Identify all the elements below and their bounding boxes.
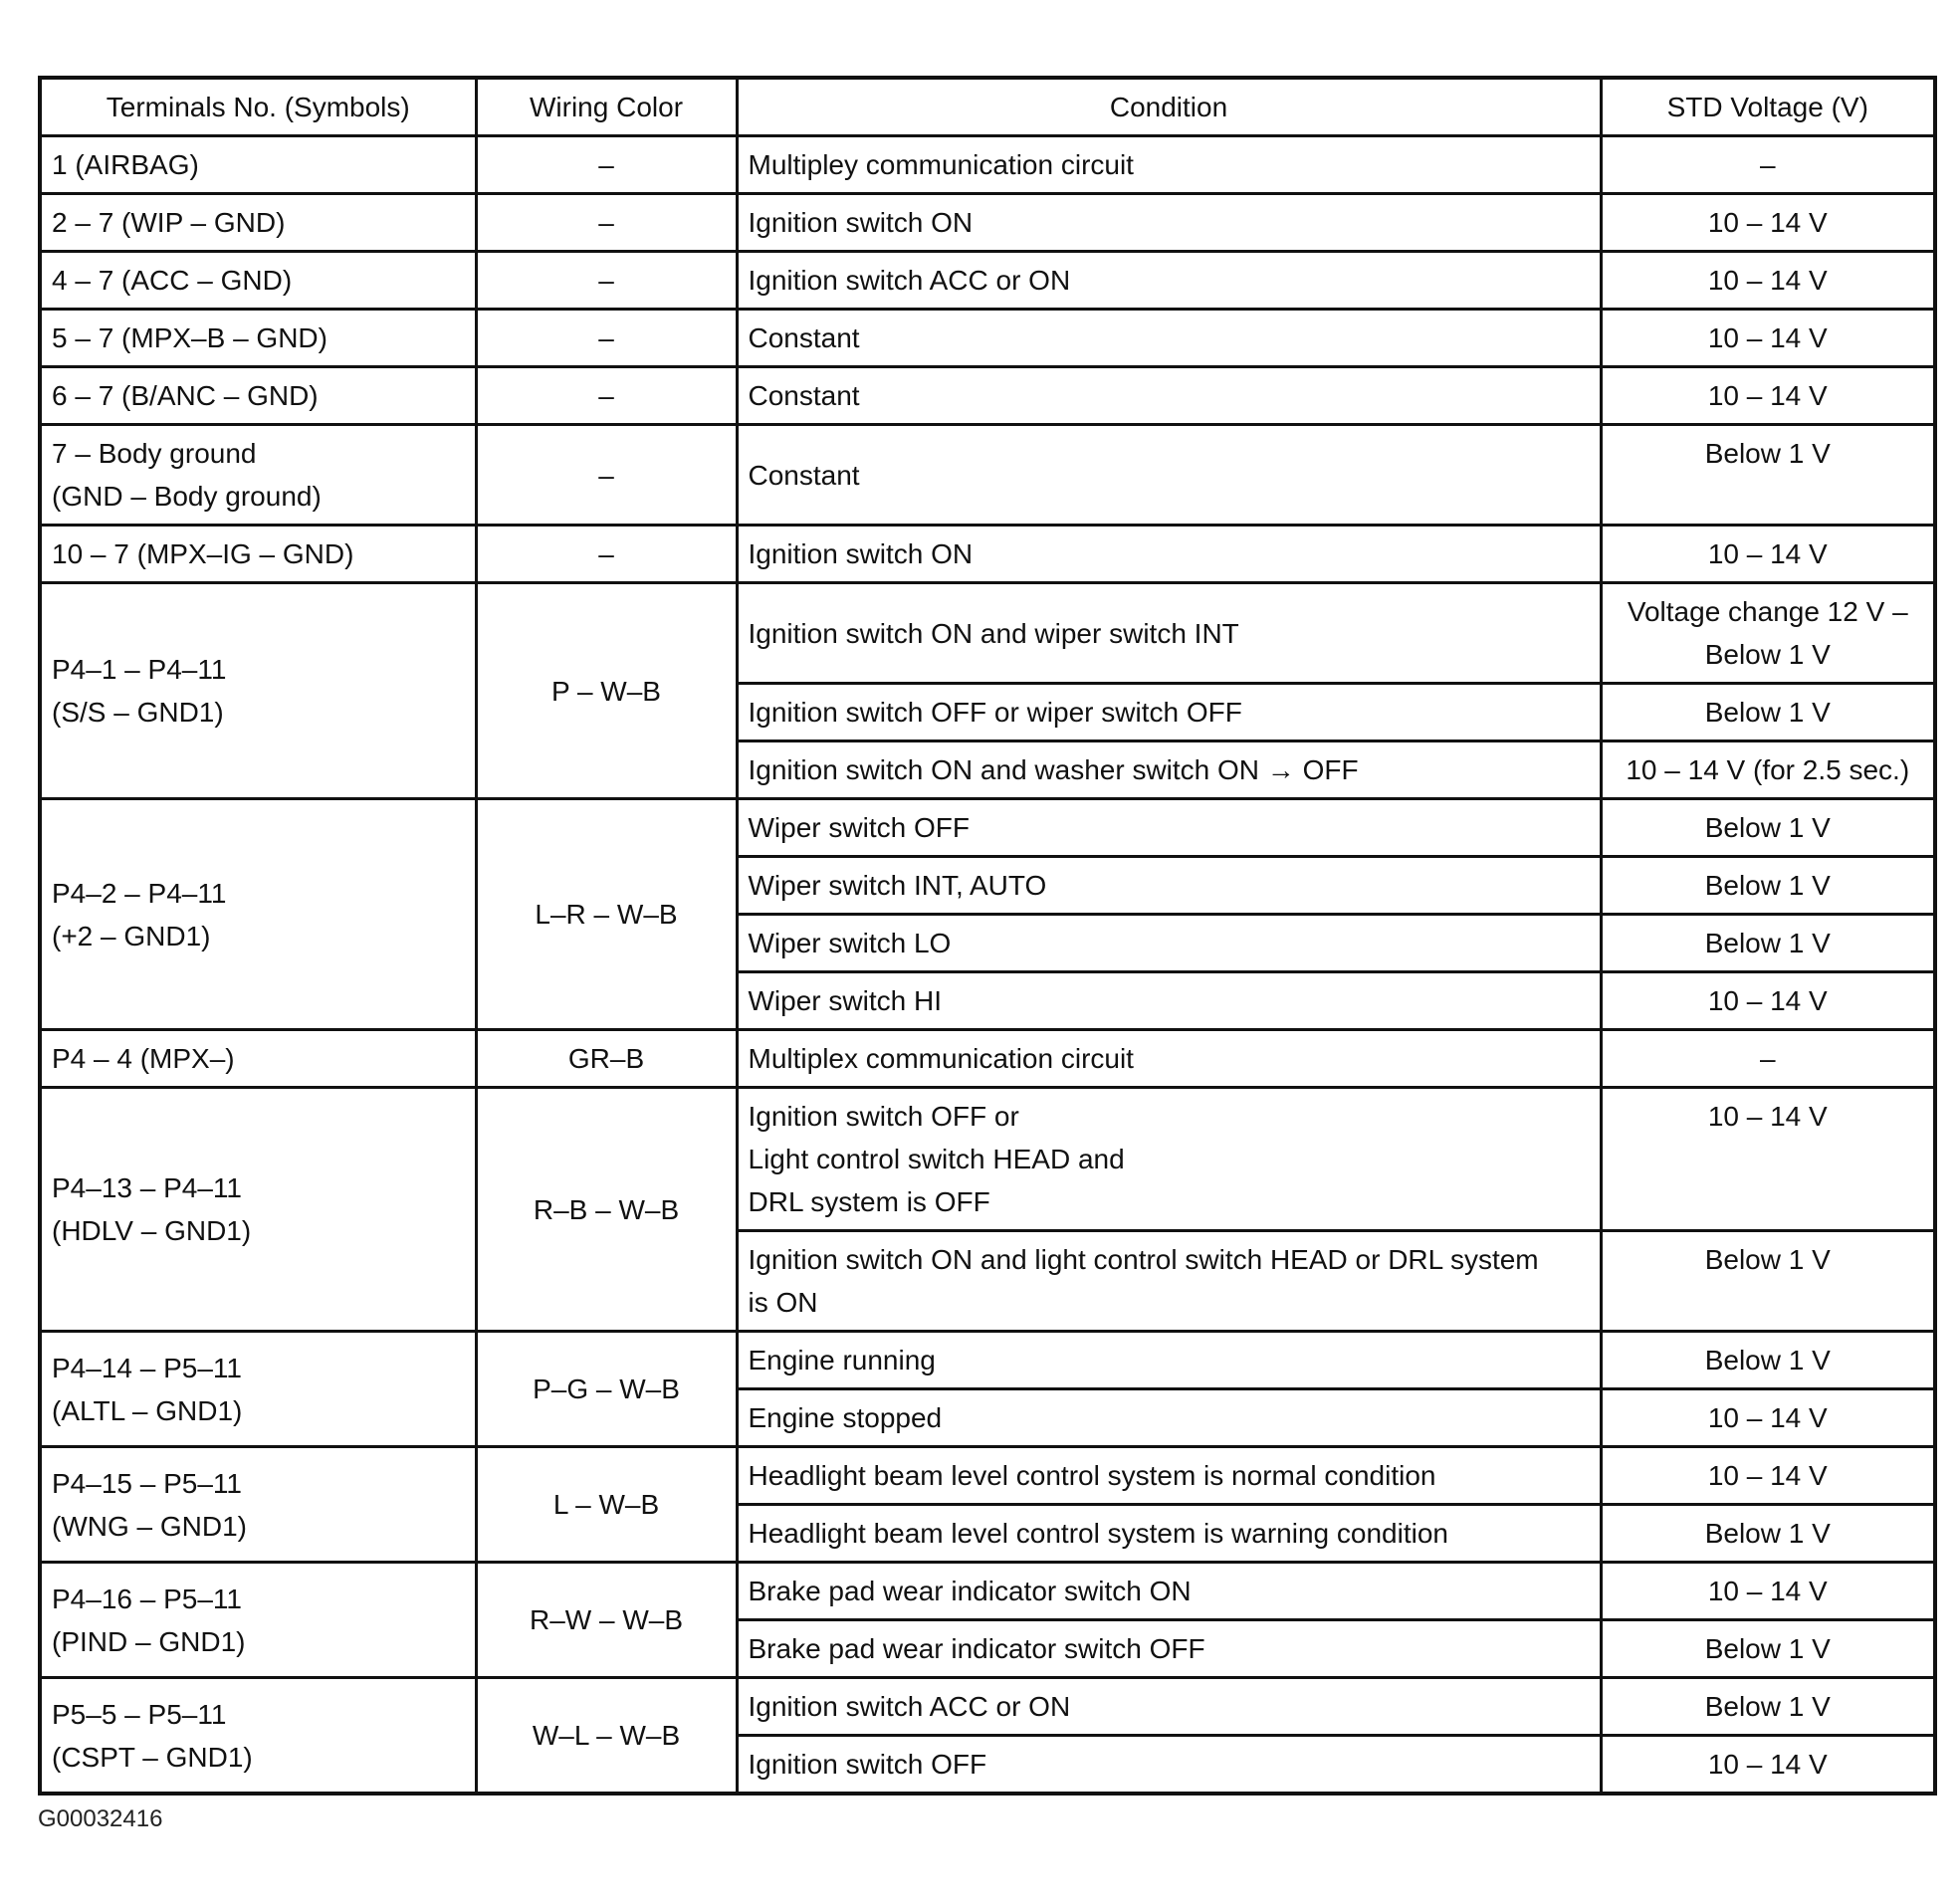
terminal-cell <box>40 1563 476 1678</box>
table-row <box>40 194 1935 252</box>
terminal-cell <box>40 1030 476 1088</box>
table-row <box>40 1332 1935 1389</box>
terminal-cell <box>40 425 476 526</box>
condition-cell <box>737 136 1601 194</box>
cell-line: Ignition switch OFF <box>748 1749 987 1780</box>
terminal-cell <box>40 526 476 583</box>
std-voltage-cell <box>1601 972 1935 1030</box>
std-voltage-cell <box>1601 136 1935 194</box>
condition-cell <box>737 972 1601 1030</box>
std-voltage-cell <box>1601 367 1935 425</box>
cell-line: Ignition switch OFF or <box>748 1101 1019 1132</box>
condition-cell <box>737 1736 1601 1795</box>
cell-line: 10 – 14 V <box>1707 265 1828 296</box>
table-body <box>40 136 1935 1795</box>
cell-line: Ignition switch ON and light control switch HEAD or DRL system <box>748 1244 1539 1275</box>
cell-line: Light control switch HEAD and <box>748 1144 1125 1174</box>
table-row <box>40 1088 1935 1231</box>
figure-id: G00032416 <box>38 1805 163 1832</box>
table-row <box>40 136 1935 194</box>
wiring-color-cell: R–W – W–B <box>476 1563 737 1678</box>
wiring-color-cell: – <box>476 136 737 194</box>
cell-line: Constant <box>748 459 860 491</box>
cell-line: (PIND – GND1) <box>52 1625 246 1657</box>
condition-cell <box>737 1332 1601 1389</box>
cell-line: 10 – 14 V <box>1707 985 1828 1016</box>
cell-line: (WNG – GND1) <box>52 1510 247 1542</box>
wiring-color-cell: – <box>476 194 737 252</box>
terminal-voltage-table <box>38 76 1937 1796</box>
cell-line: 10 – 14 V <box>1707 1101 1828 1132</box>
std-voltage-cell <box>1601 252 1935 310</box>
std-voltage-cell <box>1601 1563 1935 1620</box>
cell-line: Below 1 V <box>1704 1691 1831 1722</box>
condition-cell <box>737 1678 1601 1736</box>
cell-line: 10 – 14 V <box>1707 1576 1828 1606</box>
condition-cell <box>737 799 1601 857</box>
cell-line: – <box>1759 149 1776 180</box>
cell-line: Below 1 V <box>1704 870 1831 901</box>
cell-line: 10 – 7 (MPX–IG – GND) <box>52 538 354 569</box>
std-voltage-cell <box>1601 425 1935 526</box>
condition-cell <box>737 1030 1601 1088</box>
cell-line: 10 – 14 V <box>1707 380 1828 411</box>
cell-line: Brake pad wear indicator switch OFF <box>748 1633 1205 1664</box>
cell-line: P4–1 – P4–11 <box>52 654 227 685</box>
cell-line: 4 – 7 (ACC – GND) <box>52 265 293 296</box>
wiring-color-cell: R–B – W–B <box>476 1088 737 1332</box>
cell-line: Ignition switch ACC or ON <box>748 265 1071 296</box>
condition-cell <box>737 1563 1601 1620</box>
wiring-color-cell: P–G – W–B <box>476 1332 737 1447</box>
cell-line: Multiplex communication circuit <box>748 1043 1134 1074</box>
table-row <box>40 1030 1935 1088</box>
cell-line: Multipley communication circuit <box>748 149 1134 180</box>
std-voltage-cell <box>1601 1389 1935 1447</box>
cell-line: Ignition switch ON <box>748 538 974 569</box>
table-row <box>40 425 1935 526</box>
terminal-cell <box>40 799 476 1030</box>
std-voltage-cell <box>1601 741 1935 799</box>
cell-line: Constant <box>748 380 860 411</box>
cell-line: (GND – Body ground) <box>52 481 322 512</box>
wiring-color-cell: – <box>476 310 737 367</box>
table-row <box>40 583 1935 684</box>
wiring-color-cell: – <box>476 526 737 583</box>
std-voltage-cell <box>1601 583 1935 684</box>
cell-line: – <box>1759 1043 1776 1074</box>
cell-line: P5–5 – P5–11 <box>52 1698 227 1730</box>
cell-line: Voltage change 12 V – <box>1627 596 1908 627</box>
condition-cell <box>737 1088 1601 1231</box>
terminal-cell <box>40 252 476 310</box>
std-voltage-cell <box>1601 1736 1935 1795</box>
wiring-color-cell: W–L – W–B <box>476 1678 737 1795</box>
std-voltage-cell <box>1601 915 1935 972</box>
cell-line: 10 – 14 V <box>1707 207 1828 238</box>
std-voltage-cell <box>1601 1447 1935 1505</box>
cell-line: Below 1 V <box>1704 1633 1831 1664</box>
table-row <box>40 1447 1935 1505</box>
std-voltage-cell <box>1601 310 1935 367</box>
wiring-color-cell: – <box>476 367 737 425</box>
terminal-cell <box>40 310 476 367</box>
cell-line: P4 – 4 (MPX–) <box>52 1043 235 1074</box>
header-wiring-color: Wiring Color <box>476 78 737 136</box>
cell-line: Below 1 V <box>1704 812 1831 843</box>
std-voltage-cell <box>1601 684 1935 741</box>
condition-cell <box>737 526 1601 583</box>
terminal-cell <box>40 194 476 252</box>
cell-line: 7 – Body ground <box>52 438 257 469</box>
cell-line: Wiper switch LO <box>748 928 952 958</box>
wiring-color-cell: L – W–B <box>476 1447 737 1563</box>
std-voltage-cell <box>1601 857 1935 915</box>
cell-line: P4–15 – P5–11 <box>52 1467 242 1499</box>
std-voltage-cell <box>1601 194 1935 252</box>
terminal-cell <box>40 1447 476 1563</box>
condition-cell <box>737 583 1601 684</box>
cell-line: 10 – 14 V (for 2.5 sec.) <box>1626 754 1910 785</box>
wiring-color-cell: GR–B <box>476 1030 737 1088</box>
cell-line: Ignition switch OFF or wiper switch OFF <box>748 697 1242 728</box>
condition-cell <box>737 310 1601 367</box>
header-row <box>40 78 1935 136</box>
cell-line: Ignition switch ON <box>748 207 974 238</box>
cell-line: Below 1 V <box>1704 1345 1831 1375</box>
table-row <box>40 526 1935 583</box>
cell-line: Below 1 V <box>1704 639 1831 670</box>
cell-line: Wiper switch HI <box>748 985 942 1016</box>
condition-cell <box>737 857 1601 915</box>
std-voltage-cell <box>1601 1088 1935 1231</box>
cell-line: 10 – 14 V <box>1707 1749 1828 1780</box>
terminal-cell <box>40 136 476 194</box>
condition-cell <box>737 252 1601 310</box>
condition-cell <box>737 367 1601 425</box>
wiring-color-cell: – <box>476 252 737 310</box>
cell-line: Constant <box>748 322 860 353</box>
cell-line: Wiper switch INT, AUTO <box>748 870 1047 901</box>
table-row <box>40 367 1935 425</box>
cell-line: DRL system is OFF <box>748 1186 990 1217</box>
cell-line: Brake pad wear indicator switch ON <box>748 1576 1192 1606</box>
cell-line: is ON <box>748 1287 818 1318</box>
condition-cell <box>737 1447 1601 1505</box>
table-row <box>40 1563 1935 1620</box>
terminal-cell <box>40 1332 476 1447</box>
condition-cell <box>737 915 1601 972</box>
cell-line: (HDLV – GND1) <box>52 1215 252 1246</box>
table-row <box>40 252 1935 310</box>
cell-line: 2 – 7 (WIP – GND) <box>52 207 286 238</box>
cell-line: P4–2 – P4–11 <box>52 877 227 909</box>
cell-line: Ignition switch ACC or ON <box>748 1691 1071 1722</box>
cell-line: Ignition switch ON and wiper switch INT <box>748 617 1239 649</box>
wiring-color-cell: – <box>476 425 737 526</box>
condition-cell <box>737 741 1601 799</box>
table-row <box>40 799 1935 857</box>
wiring-color-cell: L–R – W–B <box>476 799 737 1030</box>
std-voltage-cell <box>1601 1620 1935 1678</box>
cell-line: 6 – 7 (B/ANC – GND) <box>52 380 319 411</box>
cell-line: Headlight beam level control system is warning condition <box>748 1518 1448 1549</box>
std-voltage-cell <box>1601 799 1935 857</box>
cell-line: Below 1 V <box>1704 1244 1831 1275</box>
cell-line: Below 1 V <box>1704 438 1831 469</box>
cell-line: Engine running <box>748 1345 936 1375</box>
spec-sheet <box>38 76 1933 1796</box>
std-voltage-cell <box>1601 1332 1935 1389</box>
condition-cell <box>737 1389 1601 1447</box>
cell-line: 10 – 14 V <box>1707 538 1828 569</box>
std-voltage-cell <box>1601 1678 1935 1736</box>
cell-line: Wiper switch OFF <box>748 812 970 843</box>
header-condition: Condition <box>737 78 1601 136</box>
std-voltage-cell <box>1601 1231 1935 1332</box>
std-voltage-cell <box>1601 1505 1935 1563</box>
wiring-color-cell: P – W–B <box>476 583 737 799</box>
condition-cell <box>737 684 1601 741</box>
condition-cell <box>737 1231 1601 1332</box>
terminal-cell <box>40 1678 476 1795</box>
cell-line: 10 – 14 V <box>1707 322 1828 353</box>
cell-line: (CSPT – GND1) <box>52 1741 253 1773</box>
cell-line: (S/S – GND1) <box>52 697 224 728</box>
cell-line: 10 – 14 V <box>1707 1402 1828 1433</box>
cell-line: 10 – 14 V <box>1707 1460 1828 1491</box>
cell-line: P4–13 – P4–11 <box>52 1172 242 1203</box>
cell-line: 1 (AIRBAG) <box>52 149 199 180</box>
cell-line: (+2 – GND1) <box>52 920 211 951</box>
cell-line: P4–16 – P5–11 <box>52 1583 242 1614</box>
cell-line: Below 1 V <box>1704 928 1831 958</box>
condition-cell <box>737 425 1601 526</box>
terminal-cell <box>40 583 476 799</box>
terminal-cell <box>40 1088 476 1332</box>
cell-line: Below 1 V <box>1704 1518 1831 1549</box>
condition-cell <box>737 1620 1601 1678</box>
terminal-cell <box>40 367 476 425</box>
cell-line: P4–14 – P5–11 <box>52 1352 242 1383</box>
cell-line: 5 – 7 (MPX–B – GND) <box>52 322 327 353</box>
condition-cell <box>737 194 1601 252</box>
table-row <box>40 310 1935 367</box>
cell-line: Headlight beam level control system is normal condition <box>748 1460 1436 1491</box>
std-voltage-cell <box>1601 526 1935 583</box>
header-std-voltage: STD Voltage (V) <box>1601 78 1935 136</box>
cell-line: (ALTL – GND1) <box>52 1394 243 1426</box>
cell-line: Below 1 V <box>1704 697 1831 728</box>
condition-cell <box>737 1505 1601 1563</box>
cell-line: Ignition switch ON and washer switch ON → OFF <box>748 754 1359 785</box>
table-row <box>40 1678 1935 1736</box>
cell-line: Engine stopped <box>748 1402 943 1433</box>
header-terminals: Terminals No. (Symbols) <box>40 78 476 136</box>
std-voltage-cell <box>1601 1030 1935 1088</box>
